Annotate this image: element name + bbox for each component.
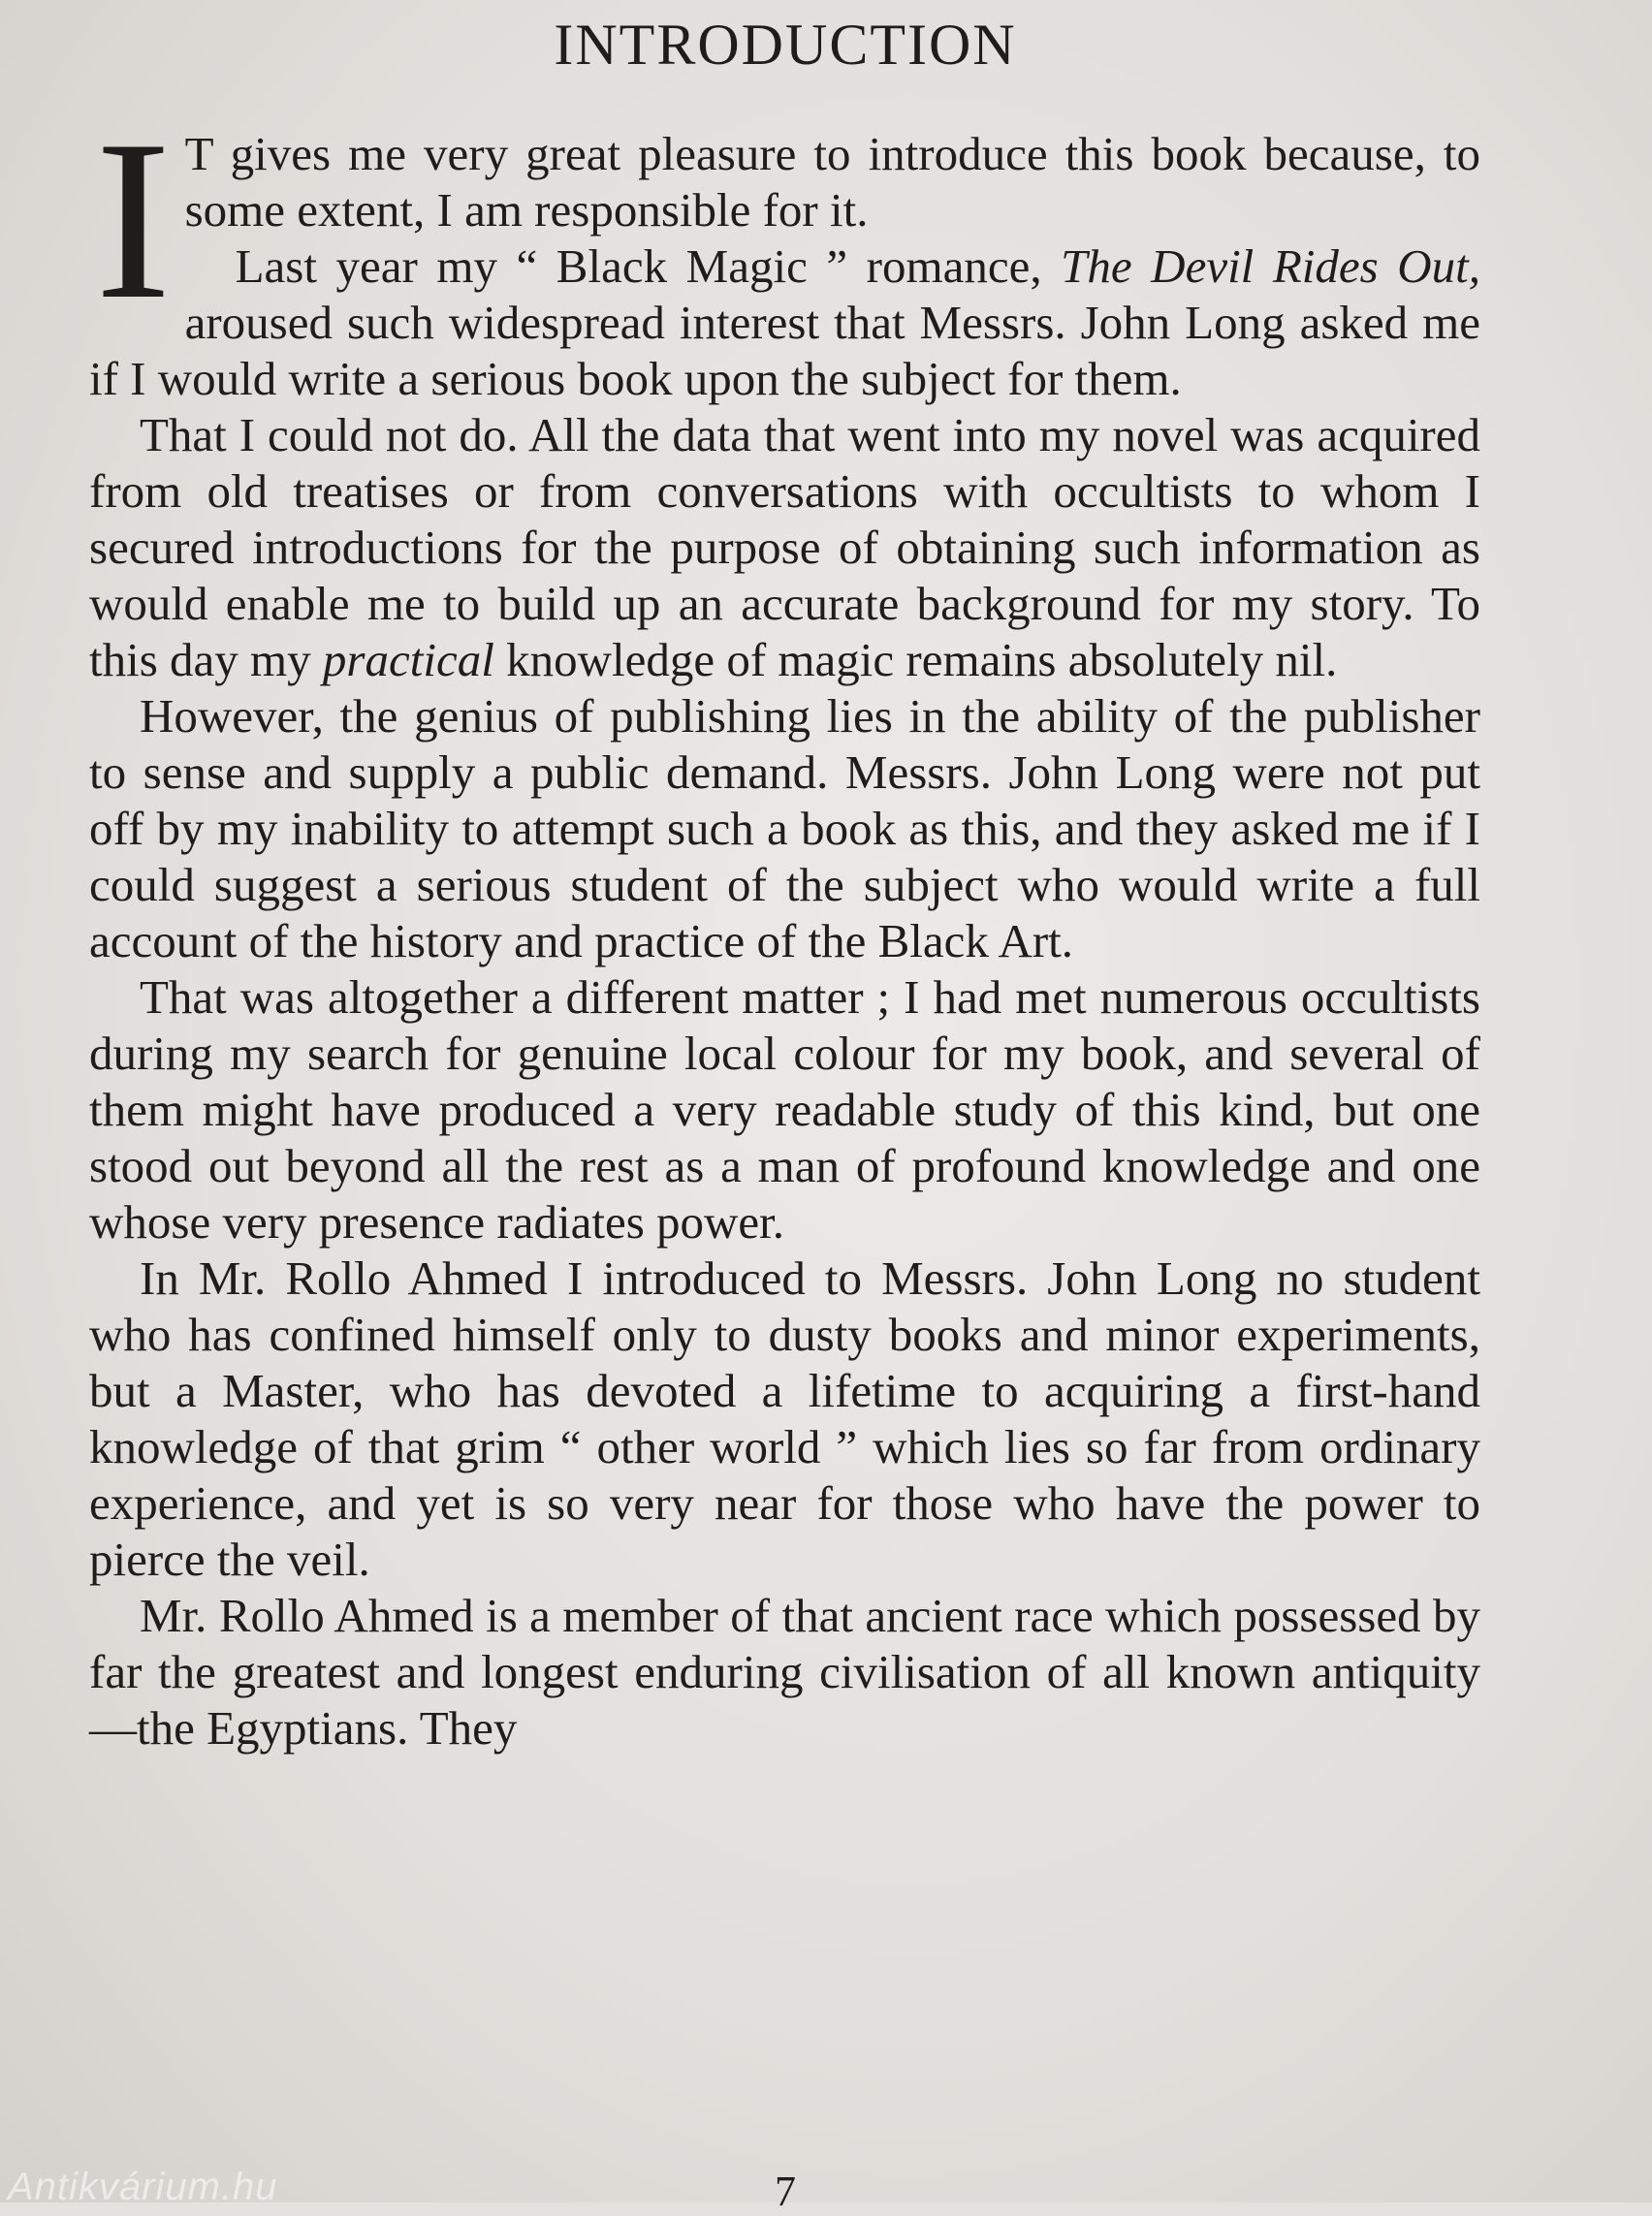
paragraph-2: [89, 238, 1480, 407]
paragraph-2-italic: The Devil Rides Out,: [1061, 239, 1480, 293]
paragraph-2-text-before: Last year my “ Black Magic ” romance,: [235, 239, 1062, 293]
watermark-text: Antikvárium.hu: [8, 2166, 278, 2208]
drop-cap: I: [95, 94, 172, 347]
chapter-heading: INTRODUCTION: [554, 13, 1017, 77]
paragraph-5: That was altogether a different matter ; I had met numerous occultists during my search for genuine local colour for my book, and several of them might have produced a very readable study of this kind, but one stood out beyond all the rest as a man of profound knowledge and one whose very presence radiates power.: [89, 970, 1480, 1249]
paragraph-3: [89, 407, 1480, 688]
paragraph-3-text-after: knowledge of magic remains absolutely nil.: [493, 633, 1338, 686]
paragraph-3-text-before: That I could not do. All the data that went into my novel was acquired from old treatises or from conversations with occultists to whom I secured introductions for the purpose of obtaining such information as would enable me to build up an accurate background for my story. To this day my: [89, 408, 1480, 686]
paragraph-3-italic: practical: [322, 633, 494, 686]
paragraph-2-text-after: aroused such widespread interest that Messrs. John Long asked me if I would write a serious book upon the subject for them.: [89, 296, 1480, 405]
paragraph-1-text: T gives me very great pleasure to introduce this book because, to some extent, I am responsible for it.: [184, 127, 1480, 237]
paragraph-6: In Mr. Rollo Ahmed I introduced to Messrs. John Long no student who has confined himself only to dusty books and minor experiments, but a Master, who has devoted a lifetime to acquiring a first-hand knowledge of that grim “ other world ” which lies so far from ordinary experience, and yet is so very near for those who have the power to pierce the veil.: [89, 1251, 1480, 1586]
page-number: 7: [775, 2168, 796, 2215]
body-text: [89, 94, 1480, 1757]
paragraph-7: Mr. Rollo Ahmed is a member of that ancient race which possessed by far the greatest and longest enduring civilisation of all known antiquity—the Egyptians. They: [89, 1589, 1480, 1755]
paragraph-4: However, the genius of publishing lies in the ability of the publisher to sense and supply a public demand. Messrs. John Long were not put off by my inability to attempt such a book as this, and they asked me if I could suggest a serious student of the subject who would write a full account of the history and practice of the Black Art.: [89, 689, 1480, 967]
